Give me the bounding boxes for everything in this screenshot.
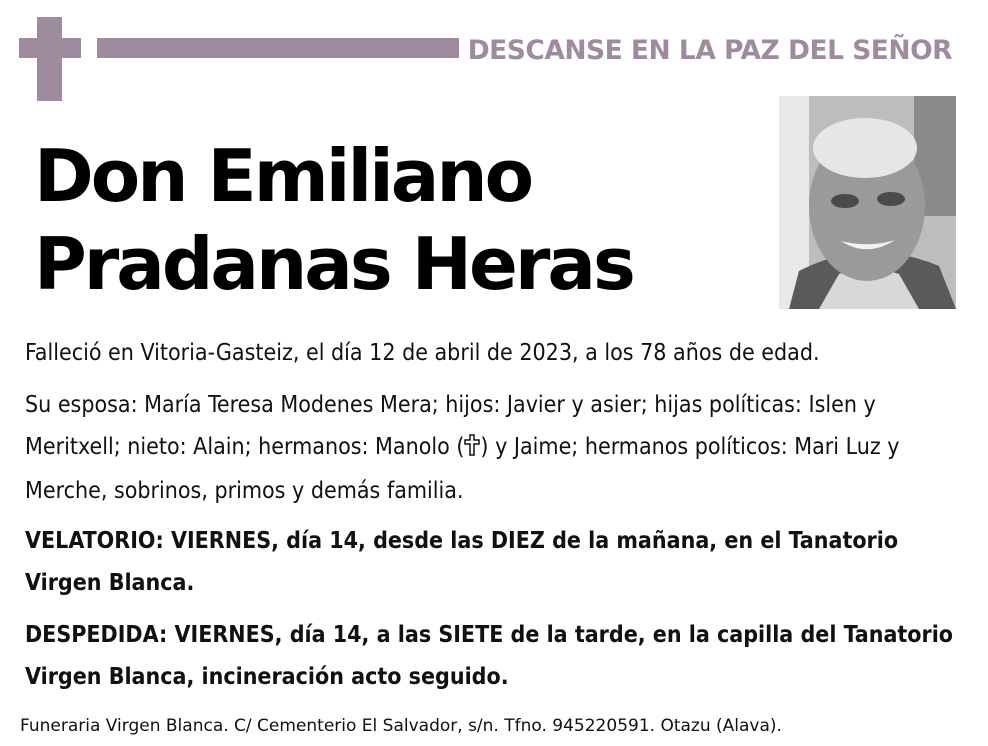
deceased-name-line2: Pradanas Heras [34,222,633,306]
portrait-photo [779,96,956,309]
header-motto: DESCANSE EN LA PAZ DEL SEÑOR [467,35,952,66]
portrait-illustration [779,96,956,309]
deceased-name-line1: Don Emiliano [34,134,532,218]
death-notice: Falleció en Vitoria-Gasteiz, el día 12 de abril de 2023, a los 78 años de edad. [25,340,820,366]
family-list-part1: Su esposa: María Teresa Modenes Mera; hijos: Javier y asier; hijas políticas: Islen y Meritxell; nieto: Alain; hermanos: Manolo ( [25,392,876,460]
header-divider [97,38,459,58]
cross-icon-bar [19,38,81,58]
deceased-cross-icon [464,428,480,470]
funeral-home-footer: Funeraria Virgen Blanca. C/ Cementerio El Salvador, s/n. Tfno. 945220591. Otazu (Alava). [20,716,782,736]
despedida-info: DESPEDIDA: VIERNES, día 14, a las SIETE de la tarde, en la capilla del Tanatorio Virgen Blanca, incineración acto seguido. [25,622,954,690]
family-list-part2: ) y Jaime; hermanos políticos: Mari Luz y Merche, sobrinos, primos y demás familia. [25,434,900,504]
cross-icon [37,17,62,101]
velatorio-info: VELATORIO: VIERNES, día 14, desde las DIEZ de la mañana, en el Tanatorio Virgen Blanca. [25,528,899,596]
family-list [25,384,965,512]
deceased-name [34,132,633,308]
